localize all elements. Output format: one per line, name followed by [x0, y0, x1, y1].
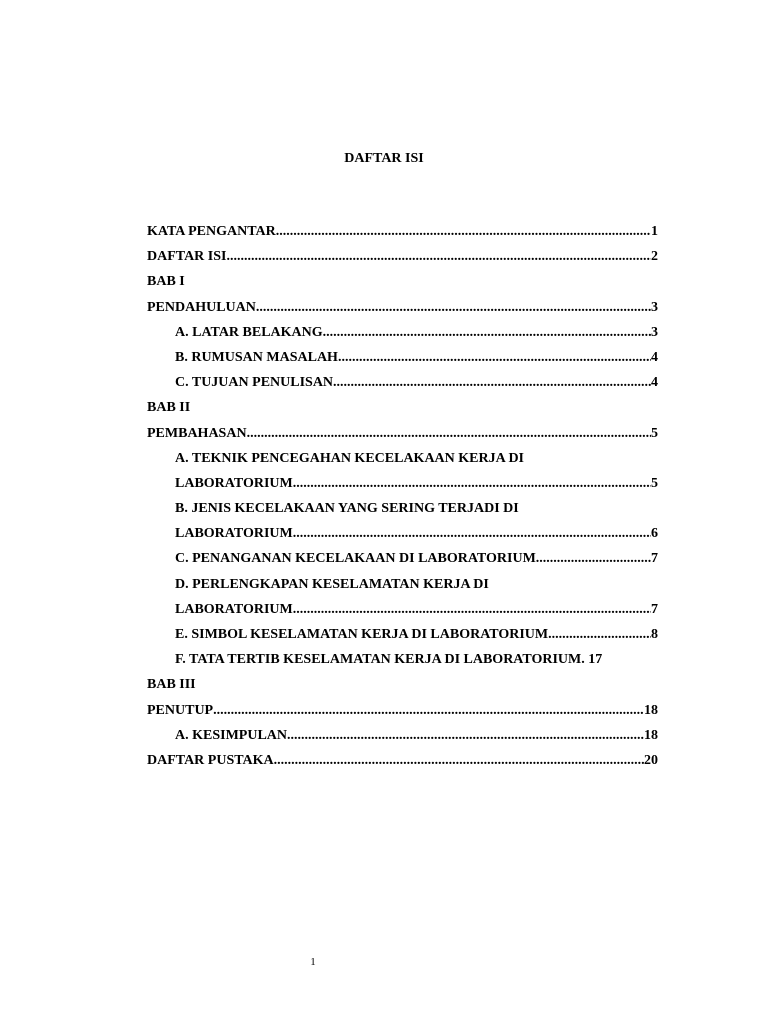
toc-leader-dots: [276, 219, 651, 244]
table-of-contents: [147, 219, 658, 773]
toc-leader-dots: [274, 748, 644, 773]
toc-entry: [147, 421, 658, 446]
toc-entry-label: BAB I: [147, 274, 185, 290]
toc-entry: [147, 345, 658, 370]
toc-chapter-heading: [147, 395, 658, 420]
toc-page-number: 4: [651, 349, 658, 365]
toc-leader-dots: [293, 521, 651, 546]
toc-entry: [147, 219, 658, 244]
toc-entry: [147, 546, 658, 571]
toc-entry-label: D. PERLENGKAPAN KESELAMATAN KERJA DI: [175, 576, 489, 592]
toc-entry: [147, 446, 658, 471]
toc-entry-label: LABORATORIUM: [175, 475, 293, 491]
toc-leader-dots: [287, 723, 644, 748]
toc-page-number: 7: [651, 601, 658, 617]
toc-entry: [147, 496, 658, 521]
toc-entry: [147, 723, 658, 748]
toc-entry-label: F. TATA TERTIB KESELAMATAN KERJA DI LABORATORIUM.: [175, 652, 585, 668]
toc-leader-dots: [293, 471, 651, 496]
toc-page-number: 18: [644, 702, 658, 718]
toc-leader-dots: [323, 320, 651, 345]
toc-entry: [147, 244, 658, 269]
toc-entry: [147, 647, 658, 672]
toc-leader-dots: [213, 698, 644, 723]
toc-entry-label: LABORATORIUM: [175, 526, 293, 542]
toc-entry: [147, 748, 658, 773]
toc-entry-label: A. LATAR BELAKANG: [175, 324, 323, 340]
toc-chapter-heading: [147, 269, 658, 294]
toc-entry: [147, 622, 658, 647]
toc-leader-dots: [247, 421, 651, 446]
toc-entry: [147, 295, 658, 320]
page-number: 1: [310, 956, 316, 968]
toc-page-number: 17: [584, 652, 603, 668]
toc-page-number: 3: [651, 299, 658, 315]
toc-page-number: 1: [651, 224, 658, 239]
toc-entry-label: DAFTAR ISI: [147, 249, 227, 265]
toc-page-number: 4: [651, 375, 658, 391]
toc-page-number: 18: [644, 727, 658, 743]
page-title: DAFTAR ISI: [344, 151, 424, 166]
toc-entry: [147, 698, 658, 723]
toc-entry-label: BAB III: [147, 677, 196, 693]
toc-entry-label: C. PENANGANAN KECELAKAAN DI LABORATORIUM: [175, 551, 536, 567]
toc-page-number: 2: [651, 249, 658, 265]
toc-entry: [147, 572, 658, 597]
toc-entry-label: A. KESIMPULAN: [175, 727, 288, 743]
toc-leader-dots: [338, 345, 651, 370]
toc-entry-label: B. RUMUSAN MASALAH: [175, 349, 338, 365]
toc-entry-label: E. SIMBOL KESELAMATAN KERJA DI LABORATORIUM: [175, 627, 549, 642]
toc-page-number: 8: [651, 627, 658, 642]
toc-entry-label: DAFTAR PUSTAKA: [147, 752, 274, 768]
toc-entry: [147, 320, 658, 345]
toc-leader-dots: [536, 546, 651, 571]
toc-entry-label: B. JENIS KECELAKAAN YANG SERING TERJADI DI: [175, 501, 519, 517]
toc-entry: [147, 370, 658, 395]
toc-leader-dots: [333, 370, 651, 395]
toc-leader-dots: [548, 622, 651, 647]
toc-page-number: 3: [651, 324, 658, 340]
toc-entry-label: A. TEKNIK PENCEGAHAN KECELAKAAN KERJA DI: [175, 450, 525, 466]
toc-entry: [147, 471, 658, 496]
toc-chapter-heading: [147, 672, 658, 697]
toc-leader-dots: [226, 244, 651, 269]
toc-leader-dots: [293, 597, 651, 622]
toc-page-number: 20: [644, 752, 658, 768]
toc-page-number: 5: [651, 425, 658, 441]
toc-page-number: 6: [651, 526, 658, 542]
toc-entry-label: C. TUJUAN PENULISAN: [175, 375, 334, 391]
toc-entry-label: PEMBAHASAN: [147, 425, 247, 441]
toc-leader-dots: [256, 295, 651, 320]
toc-entry-label: KATA PENGANTAR: [147, 224, 276, 239]
toc-entry-label: LABORATORIUM: [175, 601, 293, 617]
toc-page-number: 7: [651, 551, 658, 567]
toc-entry-label: BAB II: [147, 400, 191, 416]
toc-entry-label: PENUTUP: [147, 702, 214, 718]
toc-page-number: 5: [651, 475, 658, 491]
toc-entry: [147, 597, 658, 622]
toc-entry-label: PENDAHULUAN: [147, 299, 256, 315]
toc-entry: [147, 521, 658, 546]
